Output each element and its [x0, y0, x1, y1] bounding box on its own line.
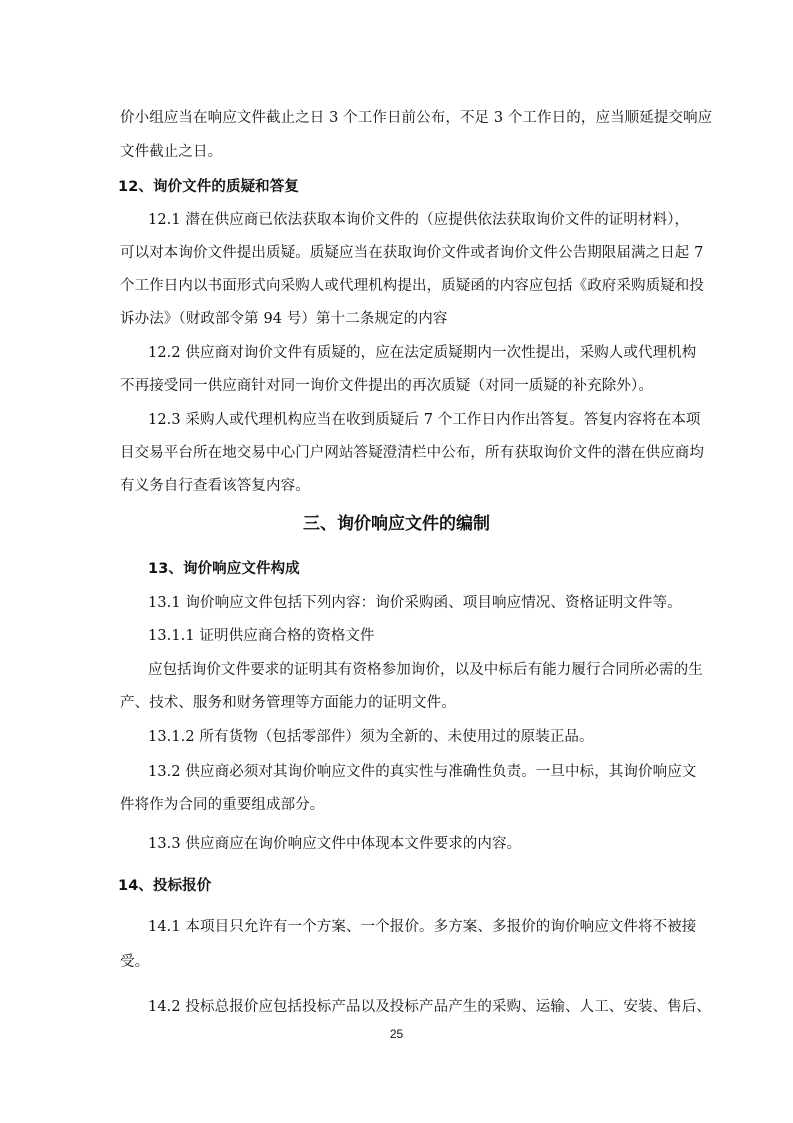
- paragraph-line: 12.1 潜在供应商已依法获取本询价文件的（应提供依法获取询价文件的证明材料），: [148, 212, 690, 228]
- paragraph-line: 产、技术、服务和财务管理等方面能力的证明文件。: [120, 695, 456, 711]
- paragraph-line: 13.3 供应商应在询价响应文件中体现本文件要求的内容。: [148, 836, 522, 852]
- page-number: 25: [389, 1027, 404, 1041]
- paragraph-line: 件将作为合同的重要组成部分。: [120, 797, 325, 813]
- paragraph-line: 有义务自行查看该答复内容。: [120, 478, 310, 494]
- section-title: 三、询价响应文件的编制: [303, 514, 490, 534]
- paragraph-line: 目交易平台所在地交易中心门户网站答疑澄清栏中公布，所有获取询价文件的潜在供应商均: [120, 445, 704, 461]
- paragraph-line: 14.1 本项目只允许有一个方案、一个报价。多方案、多报价的询价响应文件将不被接: [148, 919, 697, 935]
- paragraph-line: 13.1 询价响应文件包括下列内容：询价采购函、项目响应情况、资格证明文件等。: [148, 595, 682, 611]
- heading-14: 14、投标报价: [118, 878, 212, 894]
- paragraph-line: 诉办法》（财政部令第 94 号）第十二条规定的内容: [120, 311, 448, 327]
- paragraph-line: 可以对本询价文件提出质疑。质疑应当在获取询价文件或者询价文件公告期限届满之日起 7: [120, 245, 704, 261]
- paragraph-line: 13.1.1 证明供应商合格的资格文件: [148, 628, 375, 644]
- heading-12: 12、询价文件的质疑和答复: [118, 179, 299, 195]
- paragraph-line: 价小组应当在响应文件截止之日 3 个工作日前公布，不足 3 个工作日的，应当顺延提交响应: [120, 110, 713, 126]
- paragraph-line: 不再接受同一供应商针对同一询价文件提出的再次质疑（对同一质疑的补充除外）。: [120, 378, 653, 394]
- paragraph-line: 12.2 供应商对询价文件有质疑的，应在法定质疑期内一次性提出，采购人或代理机构: [148, 345, 697, 361]
- paragraph-line: 文件截止之日。: [120, 144, 223, 160]
- paragraph-line: 13.1.2 所有货物（包括零部件）须为全新的、未使用过的原装正品。: [148, 729, 594, 745]
- paragraph-line: 应包括询价文件要求的证明其有资格参加询价，以及中标后有能力履行合同所必需的生: [148, 662, 703, 678]
- paragraph-line: 12.3 采购人或代理机构应当在收到质疑后 7 个工作日内作出答复。答复内容将在本项: [148, 412, 701, 428]
- paragraph-line: 受。: [120, 954, 150, 970]
- paragraph-line: 个工作日内以书面形式向采购人或代理机构提出，质疑函的内容应包括《政府采购质疑和投: [120, 278, 704, 294]
- paragraph-line: 14.2 投标总报价应包括投标产品以及投标产品产生的采购、运输、人工、安装、售后、: [148, 999, 711, 1015]
- heading-13: 13、询价响应文件构成: [148, 561, 300, 577]
- paragraph-line: 13.2 供应商必须对其询价响应文件的真实性与准确性负责。一旦中标，其询价响应文: [148, 764, 697, 780]
